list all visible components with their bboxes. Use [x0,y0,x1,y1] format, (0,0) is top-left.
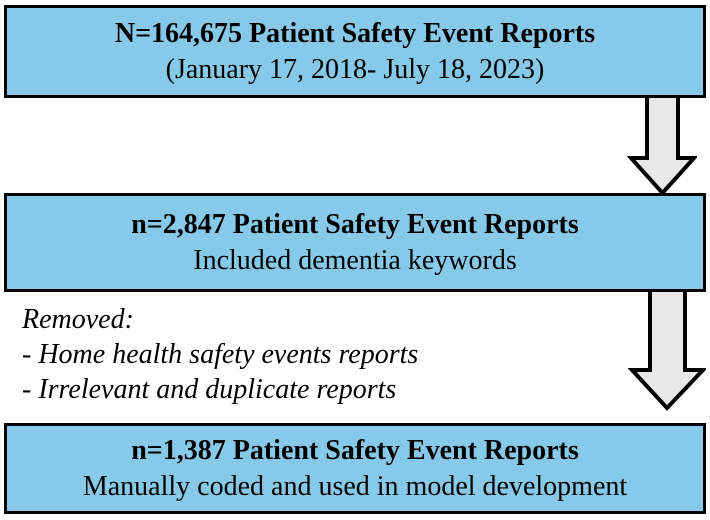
removed-note [22,302,418,407]
removed-note-item: - Irrelevant and duplicate reports [22,374,397,405]
flow-box-dementia-keyword-reports-count: n=2,847 Patient Safety Event Reports [131,208,579,240]
flow-box-dementia-keyword-reports-desc: Included dementia keywords [193,244,517,276]
flow-box-final-coded-reports [4,423,706,514]
flow-box-dementia-keyword-reports [4,193,706,292]
down-arrow-icon [627,98,697,198]
flow-box-total-reports-count: N=164,675 Patient Safety Event Reports [114,17,596,49]
flow-box-total-reports [4,5,706,98]
down-arrow-icon [628,292,706,412]
flow-box-final-coded-reports-desc: Manually coded and used in model development [82,470,628,502]
flow-box-final-coded-reports-count: n=1,387 Patient Safety Event Reports [131,434,579,466]
removed-note-item: - Home health safety events reports [22,339,419,370]
removed-note-heading: Removed: [22,304,134,335]
flow-box-total-reports-daterange: (January 17, 2018- July 18, 2023) [165,53,545,85]
